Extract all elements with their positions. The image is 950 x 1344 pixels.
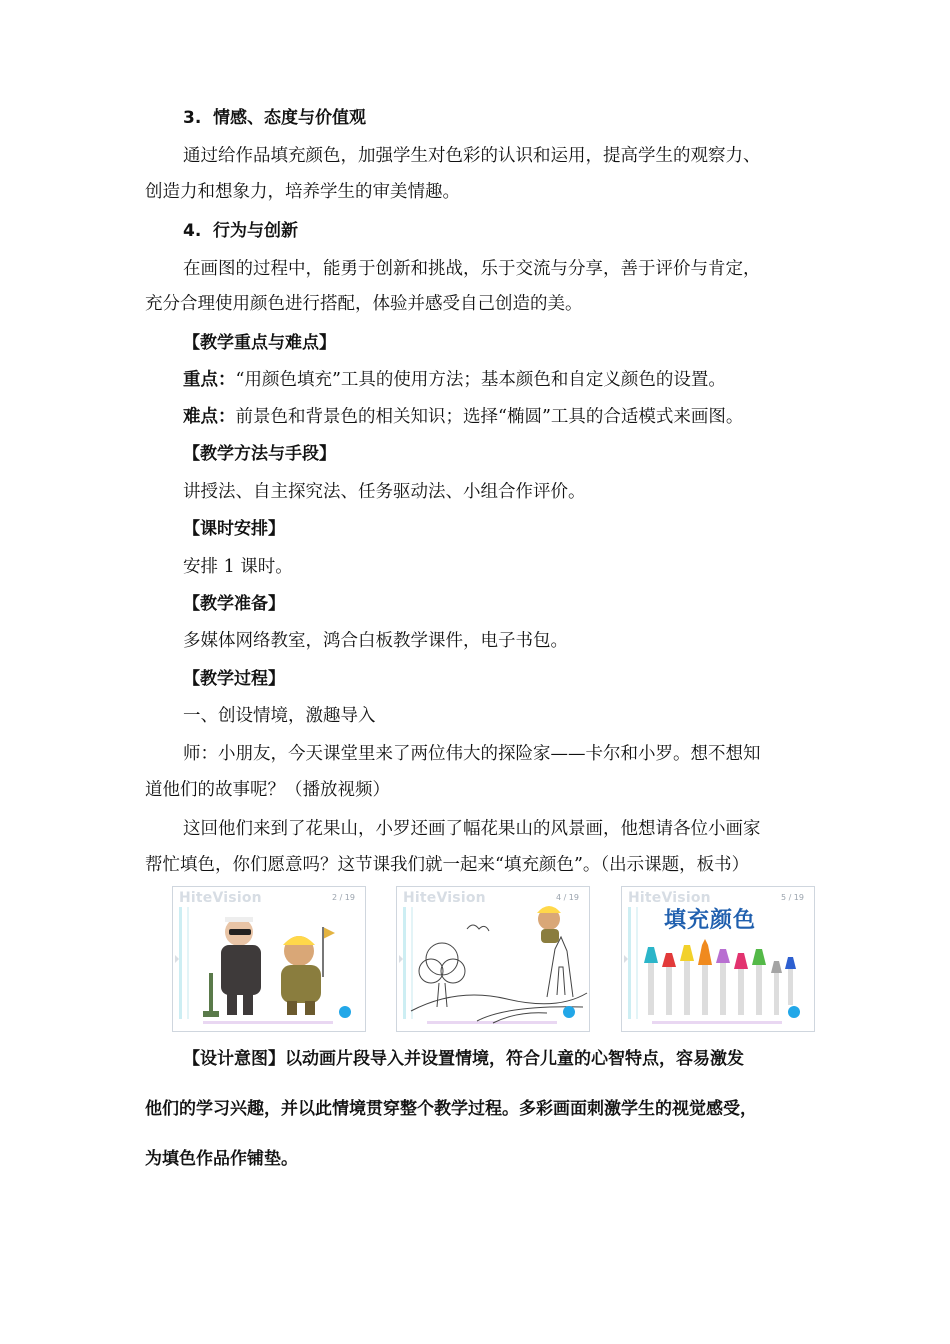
process-heading: 【教学过程】 (183, 669, 285, 689)
methods-text: 讲授法、自主探究法、任务驱动法、小组合作评价。 (183, 482, 586, 502)
objective-4-text-line-2: 充分合理使用颜色进行搭配，体验并感受自己创造的美。 (145, 294, 583, 314)
key-point-label: 重点： (183, 370, 236, 390)
methods-heading: 【教学方法与手段】 (183, 444, 336, 464)
preparation-heading: 【教学准备】 (183, 594, 285, 614)
process-step-1: 一、创设情境，激趣导入 (183, 706, 376, 726)
slide-thumbnail-title (621, 886, 815, 1032)
design-intent-label: 【设计意图】 (183, 1049, 285, 1069)
slide-page-number: 4 / 19 (555, 893, 579, 902)
design-intent-line-3: 为填色作品作铺垫。 (145, 1149, 298, 1169)
objective-3-text-line-2: 创造力和想象力，培养学生的审美情趣。 (145, 182, 460, 202)
teacher-line-1: 师：小朋友，今天课堂里来了两位伟大的探险家——卡尔和小罗。想不想知 (183, 744, 761, 764)
slide-page-number: 2 / 19 (331, 893, 355, 902)
design-intent-text-1: 以动画片段导入并设置情境，符合儿童的心智特点，容易激发 (285, 1049, 744, 1069)
objective-3-title: 情感、态度与价值观 (213, 108, 366, 128)
story-line-2: 帮忙填色，你们愿意吗？这节课我们就一起来“填充颜色”。（出示课题，板书） (145, 855, 750, 875)
objective-3-number: 3. (183, 108, 202, 128)
objective-4-title: 行为与创新 (213, 221, 298, 241)
landscape-line-drawing (397, 887, 589, 1031)
difficulty-label: 难点： (183, 407, 236, 427)
schedule-heading: 【课时安排】 (183, 519, 285, 539)
story-line-1: 这回他们来到了花果山，小罗还画了幅花果山的风景画，他想请各位小画家 (183, 819, 761, 839)
slide-page-number: 5 / 19 (780, 893, 804, 902)
objective-3-text-line-1: 通过给作品填充颜色，加强学生对色彩的认识和运用，提高学生的观察力、 (183, 146, 761, 166)
preparation-text: 多媒体网络教室，鸿合白板教学课件，电子书包。 (183, 631, 568, 651)
objective-4-number: 4. (183, 221, 202, 241)
slide-brand-logo: HiteVision (628, 890, 711, 906)
objective-3-heading (183, 106, 366, 130)
teacher-line-2: 道他们的故事呢？（播放视频） (145, 780, 390, 800)
design-intent-line-1 (183, 1047, 744, 1071)
difficulty-line (183, 405, 743, 429)
design-intent-line-2: 他们的学习兴趣，并以此情境贯穿整个教学过程。多彩画面刺激学生的视觉感受， (145, 1099, 757, 1119)
slide-thumbnail-landscape (396, 886, 590, 1032)
schedule-text: 安排 1 课时。 (183, 557, 293, 577)
slide-brand-logo: HiteVision (179, 890, 262, 906)
slide-title: 填充颜色 (664, 908, 757, 933)
key-point-line (183, 368, 726, 392)
key-point-text: “用颜色填充”工具的使用方法；基本颜色和自定义颜色的设置。 (235, 370, 726, 390)
difficulty-text: 前景色和背景色的相关知识；选择“椭圆”工具的合适模式来画图。 (235, 407, 744, 427)
objective-4-text-line-1: 在画图的过程中，能勇于创新和挑战，乐于交流与分享，善于评价与肯定， (183, 259, 761, 279)
key-points-heading: 【教学重点与难点】 (183, 333, 336, 353)
characters-illustration (173, 887, 365, 1031)
slide-thumbnails (172, 886, 812, 1032)
slide-brand-logo: HiteVision (403, 890, 486, 906)
slide-thumbnail-characters (172, 886, 366, 1032)
objective-4-heading (183, 219, 298, 243)
